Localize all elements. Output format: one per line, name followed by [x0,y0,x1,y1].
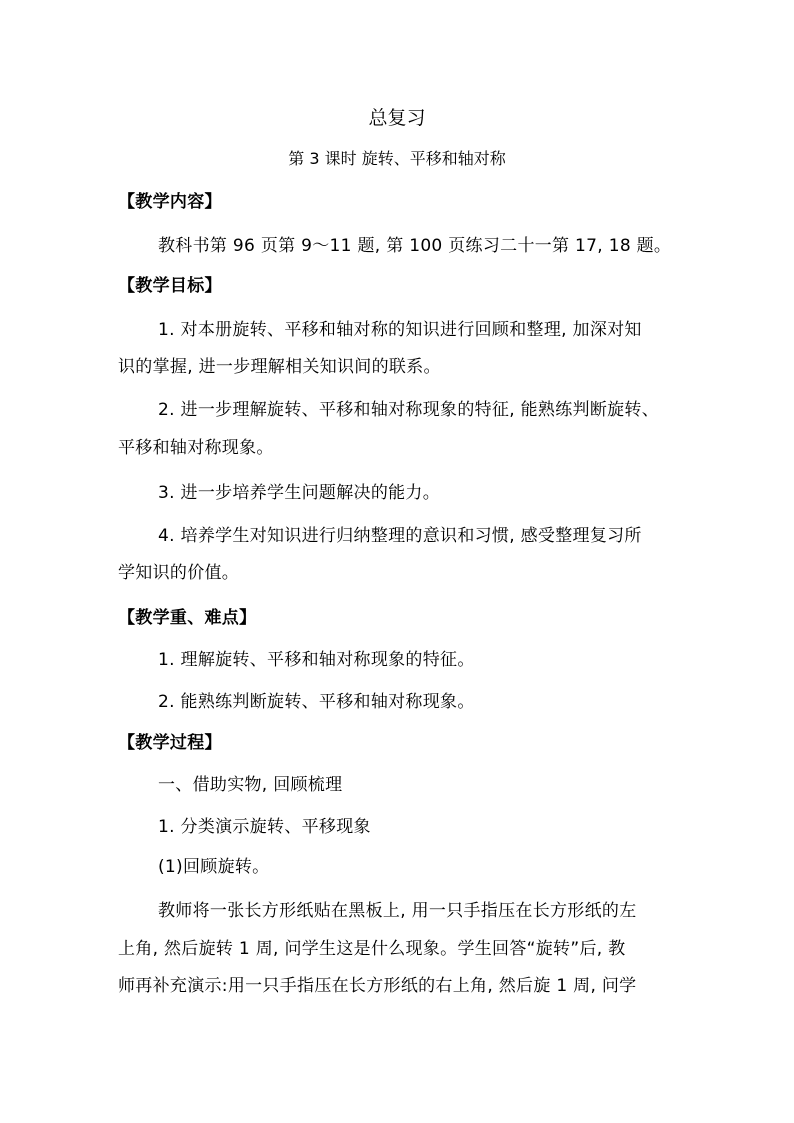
paragraph-line-3: 师再补充演示:用一只手指压在长方形纸的右上角, 然后旋 1 周, 问学 [118,976,637,996]
key-point-1: 1. 理解旋转、平移和轴对称现象的特征。 [158,650,475,670]
section-heading-content: 【教学内容】 [118,192,222,212]
goal-4-line-1: 4. 培养学生对知识进行归纳整理的意识和习惯, 感受整理复习所 [158,526,642,546]
process-step-one-1: 1. 分类演示旋转、平移现象 [158,817,371,837]
paragraph-line-1: 教师将一张长方形纸贴在黑板上, 用一只手指压在长方形纸的左 [158,901,637,921]
goal-1-line-2: 识的掌握, 进一步理解相关知识间的联系。 [118,357,441,377]
key-point-2: 2. 能熟练判断旋转、平移和轴对称现象。 [158,692,475,712]
goal-4-line-2: 学知识的价值。 [118,563,240,583]
document-subtitle: 第 3 课时 旋转、平移和轴对称 [288,149,506,168]
process-step-one-1a: (1)回顾旋转。 [158,857,270,877]
paragraph-line-2: 上角, 然后旋转 1 周, 问学生这是什么现象。学生回答“旋转”后, 教 [118,939,626,959]
document-title: 总复习 [368,107,426,129]
process-step-one: 一、借助实物, 回顾梳理 [158,775,343,795]
section-heading-goals: 【教学目标】 [118,276,222,296]
goal-3: 3. 进一步培养学生问题解决的能力。 [158,483,441,503]
goal-2-line-2: 平移和轴对称现象。 [118,438,274,458]
goal-2-line-1: 2. 进一步理解旋转、平移和轴对称现象的特征, 能熟练判断旋转、 [158,400,660,420]
content-text: 教科书第 96 页第 9～11 题, 第 100 页练习二十一第 17, 18 题。 [158,236,672,256]
goal-1-line-1: 1. 对本册旋转、平移和轴对称的知识进行回顾和整理, 加深对知 [158,320,642,340]
section-heading-process: 【教学过程】 [118,733,222,753]
section-heading-key-points: 【教学重、难点】 [118,608,257,628]
